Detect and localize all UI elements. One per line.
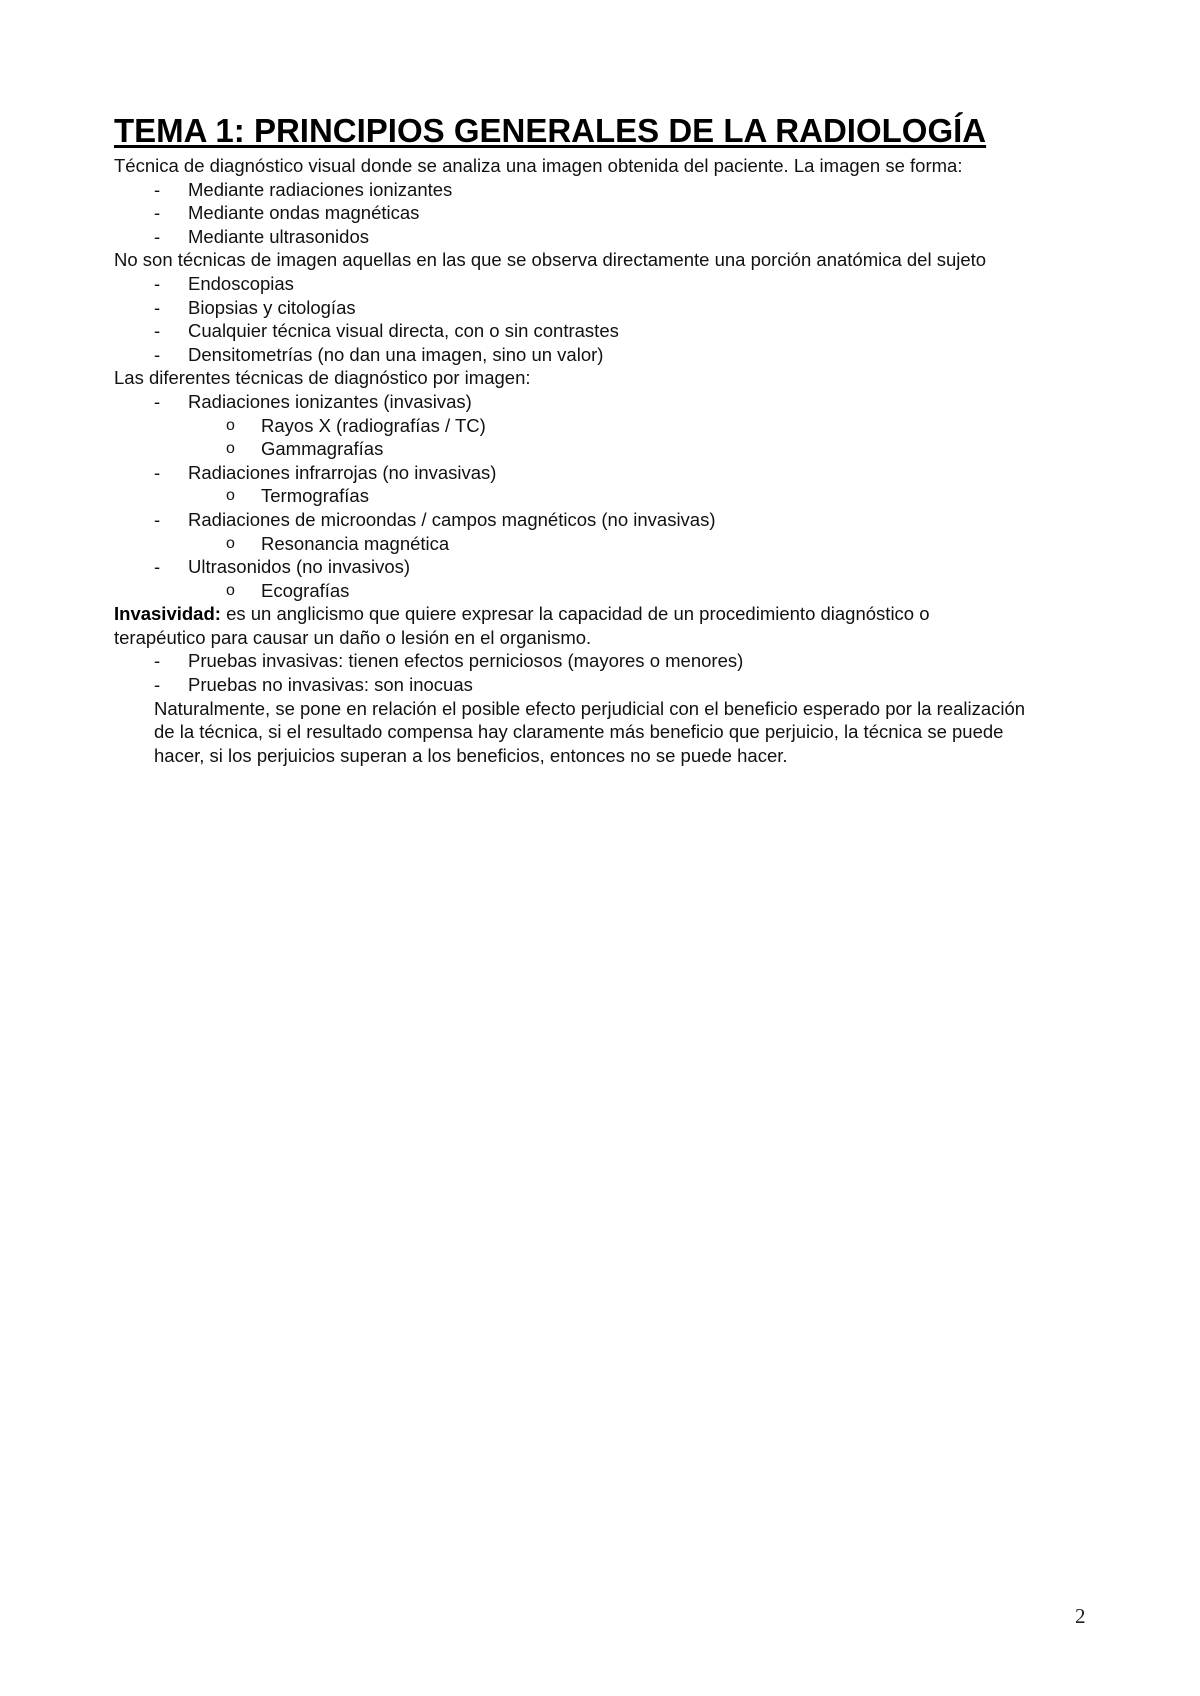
bullet-dash: - xyxy=(154,320,161,342)
bullet-dash: - xyxy=(154,272,161,294)
list-item-text: Biopsias y citologías xyxy=(188,296,356,318)
bullet-dash: - xyxy=(154,556,161,578)
bullet-dash: - xyxy=(154,650,161,672)
list-item-text: Pruebas no invasivas: son inocuas xyxy=(188,674,473,696)
invasividad-list xyxy=(114,649,1114,696)
page-title: TEMA 1: PRINCIPIOS GENERALES DE LA RADIOLOGÍA xyxy=(114,112,987,149)
bullet-circle: o xyxy=(226,440,235,458)
list-item xyxy=(114,461,1114,485)
intro-paragraph: Técnica de diagnóstico visual donde se analiza una imagen obtenida del paciente. La imagen se forma: xyxy=(114,155,963,176)
sub-list-item xyxy=(114,414,1114,438)
bullet-dash: - xyxy=(154,296,161,318)
bullet-dash: - xyxy=(154,674,161,696)
invasividad-definition: es un anglicismo que quiere expresar la capacidad de un procedimiento diagnóstico o terapéutico para causar un daño o lesión en el organismo. xyxy=(114,603,930,648)
sub-list-item-text: Resonancia magnética xyxy=(261,532,450,554)
bullet-dash: - xyxy=(154,225,161,247)
not-imaging-heading: No son técnicas de imagen aquellas en las que se observa directamente una porción anatómica del sujeto xyxy=(114,249,987,271)
list-item-text: Densitometrías (no dan una imagen, sino un valor) xyxy=(188,343,604,365)
bullet-circle: o xyxy=(226,416,235,434)
bullet-circle: o xyxy=(226,534,235,552)
page-number: 2 xyxy=(1075,1604,1086,1628)
list-item-text: Radiaciones ionizantes (invasivas) xyxy=(188,390,472,412)
list-item-text: Ultrasonidos (no invasivos) xyxy=(188,556,411,578)
list-item xyxy=(114,390,1114,414)
list-item xyxy=(114,555,1114,579)
conclusion-paragraph: Naturalmente, se pone en relación el posible efecto perjudicial con el beneficio esperado por la realización de la técnica, si el resultado compensa hay claramente más beneficio que perjuicio, la técnica se puede hacer, si los perjuicios superan a los beneficios, entonces no se puede hacer. xyxy=(154,697,1026,766)
bullet-dash: - xyxy=(154,508,161,530)
sub-list-item-text: Rayos X (radiografías / TC) xyxy=(261,414,486,436)
list-item xyxy=(114,296,1114,320)
list-item-text: Cualquier técnica visual directa, con o sin contrastes xyxy=(188,320,619,342)
list-item xyxy=(114,178,1114,202)
list-item xyxy=(114,673,1114,697)
list-item xyxy=(114,225,1114,249)
list-item-text: Pruebas invasivas: tienen efectos perniciosos (mayores o menores) xyxy=(188,650,744,672)
list-item-text: Mediante ultrasonidos xyxy=(188,225,369,247)
list-item-text: Radiaciones infrarrojas (no invasivas) xyxy=(188,461,497,483)
sub-list-item xyxy=(114,437,1114,461)
list-item xyxy=(114,201,1114,225)
list-item xyxy=(114,508,1114,532)
list-item xyxy=(114,319,1114,343)
bullet-dash: - xyxy=(154,202,161,224)
sub-list-item xyxy=(114,484,1114,508)
bullet-circle: o xyxy=(226,581,235,599)
list-item xyxy=(114,272,1114,296)
formation-list xyxy=(114,178,1114,249)
sub-list-item-text: Termografías xyxy=(261,485,369,507)
sub-list-item xyxy=(114,532,1114,556)
list-item-text: Radiaciones de microondas / campos magnéticos (no invasivas) xyxy=(188,508,716,530)
page-content xyxy=(114,112,1114,767)
bullet-dash: - xyxy=(154,178,161,200)
list-item-text: Endoscopias xyxy=(188,272,294,294)
list-item-text: Mediante radiaciones ionizantes xyxy=(188,178,453,200)
techniques-list xyxy=(114,390,1114,602)
sub-list-item-text: Ecografías xyxy=(261,579,350,601)
invasividad-term: Invasividad: xyxy=(114,603,221,625)
list-item xyxy=(114,343,1114,367)
sub-list-item xyxy=(114,579,1114,603)
bullet-dash: - xyxy=(154,461,161,483)
invasividad-paragraph xyxy=(114,602,1014,649)
techniques-heading: Las diferentes técnicas de diagnóstico por imagen: xyxy=(114,367,531,389)
bullet-dash: - xyxy=(154,343,161,365)
list-item xyxy=(114,649,1114,673)
sub-list-item-text: Gammagrafías xyxy=(261,438,384,460)
bullet-circle: o xyxy=(226,487,235,505)
bullet-dash: - xyxy=(154,390,161,412)
not-imaging-list xyxy=(114,272,1114,366)
list-item-text: Mediante ondas magnéticas xyxy=(188,202,420,224)
